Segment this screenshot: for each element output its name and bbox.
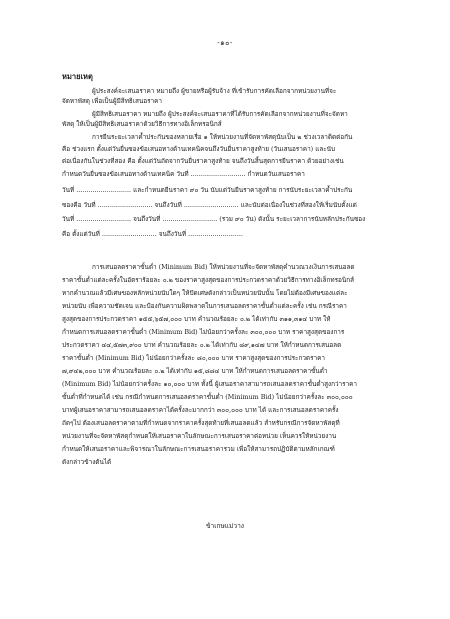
section2-line: ราคาขั้นต่ำ (Minimum Bid) ไม่น้อยกว่าครั้งละ ๘๐,๐๐๐ บาท ราคาสูงสุดของการประกวดราคา xyxy=(62,354,325,362)
section2-line: ดังกล่าวข้างต้นได้ xyxy=(62,458,112,466)
signature-text: ข้าเกษแม่วาง xyxy=(205,522,245,530)
section2-line: (Minimum Bid) ไม่น้อยกว่าครั้งละ ๑๐,๐๐๐ บาท ทั้งนี้ ผู้เสนอราคาสามารถเสนอลดราคาขั้นต่ำสูงกว่าราคา xyxy=(62,380,358,388)
section1-line: กำหนดวันยื่นซองข้อเสนอทางด้านเทคนิค วันที่ ........................... กำหนดวันเสนอราคา xyxy=(62,170,305,178)
section2-line: หน่วยนับ เพื่อความชัดเจน และป้องกันความผิดพลาดในการเสนอลดราคาขั้นต่ำแต่ละครั้ง เช่น กรณีราคา xyxy=(62,302,347,310)
section1-line: คือ ตั้งแต่วันที่ ........................... จนถึงวันที่ ........................... xyxy=(62,230,243,238)
page-number: -๑๐- xyxy=(217,39,233,47)
section2-line: หากคำนวณแล้วมีเศษของหลักหน่วยนับใดๆ ให้ปัดเศษดังกล่าวเป็นหน่วยนับนั้น โดยไม่ต้องมีเศษของแต่ละ xyxy=(62,289,348,297)
section1-line: คือ ช่วงแรก ตั้งแต่วันยื่นซองข้อเสนอทางด้านเทคนิคจนถึงวันยื่นราคาสูงท้าย (วันเสนอราคา) และนับ xyxy=(62,145,336,153)
section1-line: ผู้มีสิทธิเสนอราคา หมายถึง ผู้ประสงค์จะเสนอราคาที่ได้รับการคัดเลือกจากหน่วยงานที่จะจัดหา xyxy=(92,110,348,118)
section2-line: กำหนดให้เสนอราคาและพิจารณาในลักษณะการเสนอราคารวม เพื่อให้สามารถปฏิบัติตามหลักเกณฑ์ xyxy=(62,445,335,453)
section2-line: ขั้นต่ำที่กำหนดได้ เช่น กรณีกำหนดการเสนอลดราคาขั้นต่ำ (Minimum Bid) ไม่น้อยกว่าครั้งละ ๓๐๐,๐๐๐ xyxy=(62,393,353,401)
section2-line: ประกวดราคา ๔๔,๕๗๓,๙๐๐ บาท คำนวณร้อยละ ๐.๒ ได้เท่ากับ ๘๙,๑๔๗ บาท ให้กำหนดการเสนอลด xyxy=(62,341,342,349)
section1-line: ต่อเนื่องกันในช่วงที่สอง คือ ตั้งแต่วันถัดจากวันยื่นราคาสูงท้าย จนถึงวันสิ้นสุดการยืนราคา ด้วยอย่างเช่น xyxy=(62,157,344,165)
section2-line: การเสนอลดราคาขั้นต่ำ (Minimum Bid) ให้หน่วยงานที่จะจัดหาพัสดุคำนวณวงเงินการเสนอลด xyxy=(92,263,355,271)
section2-line: ๗,๙๔๒,๐๐๐ บาท คำนวณร้อยละ ๐.๒ ได้เท่ากับ ๑๕,๘๘๔ บาท ให้กำหนดการเสนอลดราคาขั้นต่ำ xyxy=(62,367,328,375)
section1-line: การยืนระยะเวลาค้ำประกันของหลายเรื่อ ๑ ให้หน่วยงานที่จัดหาพัสดุนับเป็น ๒ ช่วงเวลาติดต่อกัน xyxy=(92,133,353,141)
section2-line: หน่วยงานที่จะจัดหาพัสดุกำหนดให้เสนอราคาในลักษณะการเสนอราคาต่อหน่วย เห็นควรให้หน่วยงาน xyxy=(62,432,337,440)
section1-line: จัดหาพัสดุ เพื่อเป็นผู้มีสิทธิเสนอราคา xyxy=(62,97,162,105)
notes-heading: หมายเหตุ xyxy=(62,72,93,81)
section1-line: วันที่ ........................... จนถึงวันที่ ........................... (รวม ๙๐ วัน) ดังนั้น ระยะเวลาการนับหลักประกันซอง xyxy=(62,215,366,223)
section2-line: สูงสุดของการประกวดราคา ๑๕๕,๖๕๗,๐๐๐ บาท คำนวณร้อยละ ๐.๒ ได้เท่ากับ ๓๑๑,๓๑๔ บาท ให้ xyxy=(62,315,331,323)
section1-line: วันที่ ........................... และกำหนดยืนราคา ๙๐ วัน นับแต่วันยืนราคาสูงท้าย การนับระยะเวลาค้ำประกัน xyxy=(62,186,353,194)
section1-line: ผู้ประสงค์จะเสนอราคา หมายถึง ผู้ขายหรือผู้รับจ้าง ที่เข้ารับการคัดเลือกจากหน่วยงานที่จะ xyxy=(92,87,337,95)
section1-line: พัสดุ ให้เป็นผู้มีสิทธิเสนอราคาด้วยวิธีการทางอิเล็กทรอนิกส์ xyxy=(62,120,222,128)
section2-line: ราคาขั้นต่ำแต่ละครั้งในอัตราร้อยละ ๐.๒ ของราคาสูงสุดของการประกวดราคาด้วยวิธีการทางอิเล็กทรอนิกส์ xyxy=(62,276,355,284)
section2-line: ถัดๆไป ต้องเสนอลดราคาตามที่กำหนดจากราคาครั้งสุดท้ายที่เสนอลดแล้ว สำหรับกรณีการจัดหาพัสดุที่ xyxy=(62,419,340,427)
section1-line: ซองคือ วันที่ ........................... จนถึงวันที่ ........................... และนับต่อเนื่องในช่วงที่สองให้เริ่มนับตั้งแต่ xyxy=(62,201,357,209)
section2-line: กำหนดการเสนอลดราคาขั้นต่ำ (Minimum Bid) ไม่น้อยกว่าครั้งละ ๓๐๐,๐๐๐ บาท ราคาสูงสุดของการ xyxy=(62,328,345,336)
section2-line: บาทผู้เสนอราคาสามารถเสนอลดราคาได้ครั้งละมากกว่า ๓๐๐,๐๐๐ บาท ได้ และการเสนอลดราคาครั้ง xyxy=(62,406,339,414)
